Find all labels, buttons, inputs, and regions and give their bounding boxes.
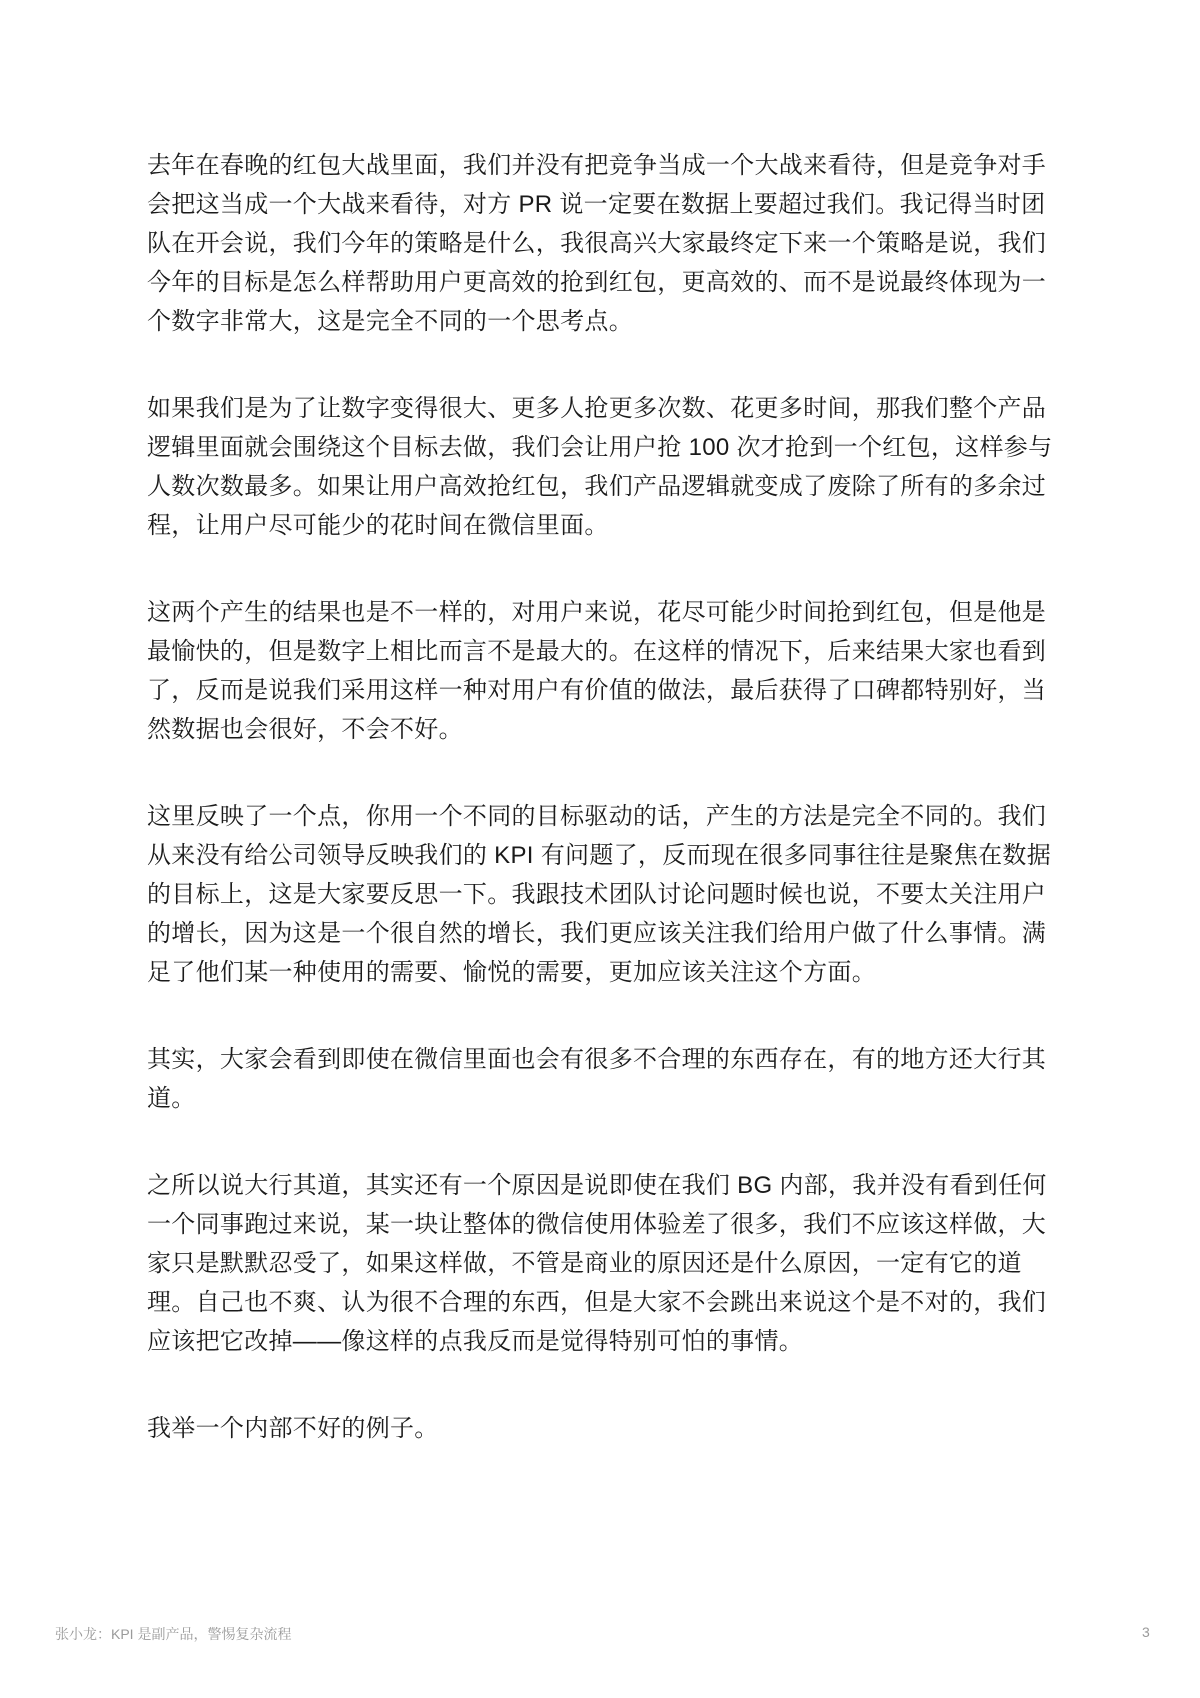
paragraph <box>147 797 1067 992</box>
text-line: 今年的目标是怎么样帮助用户更高效的抢到红包，更高效的、而不是说最终体现为一 <box>147 269 1047 296</box>
text-line: 其实，大家会看到即使在微信里面也会有很多不合理的东西存在，有的地方还大行其 <box>147 1046 1047 1073</box>
text-line: 我举一个内部不好的例子。 <box>147 1415 439 1442</box>
paragraph <box>147 1040 1067 1118</box>
paragraph <box>147 593 1067 749</box>
text-line: 队在开会说，我们今年的策略是什么，我很高兴大家最终定下来一个策略是说，我们 <box>147 230 1047 257</box>
text-line: 应该把它改掉——像这样的点我反而是觉得特别可怕的事情。 <box>147 1328 804 1355</box>
text-line: 从来没有给公司领导反映我们的 KPI 有问题了，反而现在很多同事往往是聚焦在数据 <box>147 842 1052 869</box>
document-body <box>147 146 1067 1496</box>
text-line: 如果我们是为了让数字变得很大、更多人抢更多次数、花更多时间，那我们整个产品 <box>147 395 1047 422</box>
text-line: 最愉快的，但是数字上相比而言不是最大的。在这样的情况下，后来结果大家也看到 <box>147 638 1047 665</box>
text-line: 足了他们某一种使用的需要、愉悦的需要，更加应该关注这个方面。 <box>147 959 876 986</box>
text-line: 的增长，因为这是一个很自然的增长，我们更应该关注我们给用户做了什么事情。满 <box>147 920 1047 947</box>
text-line: 去年在春晚的红包大战里面，我们并没有把竞争当成一个大战来看待，但是竞争对手 <box>147 152 1047 179</box>
text-line: 之所以说大行其道，其实还有一个原因是说即使在我们 BG 内部，我并没有看到任何 <box>147 1172 1047 1199</box>
text-line: 程，让用户尽可能少的花时间在微信里面。 <box>147 512 609 539</box>
text-line: 逻辑里面就会围绕这个目标去做，我们会让用户抢 100 次才抢到一个红包，这样参与 <box>147 434 1053 461</box>
text-line: 一个同事跑过来说，某一块让整体的微信使用体验差了很多，我们不应该这样做，大 <box>147 1211 1047 1238</box>
text-line: 的目标上，这是大家要反思一下。我跟技术团队讨论问题时候也说，不要太关注用户 <box>147 881 1047 908</box>
footer-document-title: 张小龙：KPI 是副产品，警惕复杂流程 <box>55 1626 292 1642</box>
text-line: 这里反映了一个点，你用一个不同的目标驱动的话，产生的方法是完全不同的。我们 <box>147 803 1047 830</box>
paragraph <box>147 389 1067 545</box>
text-line: 了，反而是说我们采用这样一种对用户有价值的做法，最后获得了口碑都特别好，当 <box>147 677 1047 704</box>
text-line: 这两个产生的结果也是不一样的，对用户来说，花尽可能少时间抢到红包，但是他是 <box>147 599 1047 626</box>
text-line: 家只是默默忍受了，如果这样做，不管是商业的原因还是什么原因，一定有它的道 <box>147 1250 1022 1277</box>
page-number: 3 <box>1142 1624 1150 1640</box>
paragraph <box>147 1166 1067 1361</box>
text-line: 个数字非常大，这是完全不同的一个思考点。 <box>147 308 633 335</box>
text-line: 然数据也会很好，不会不好。 <box>147 716 463 743</box>
text-line: 道。 <box>147 1085 196 1112</box>
text-line: 人数次数最多。如果让用户高效抢红包，我们产品逻辑就变成了废除了所有的多余过 <box>147 473 1047 500</box>
text-line: 理。自己也不爽、认为很不合理的东西，但是大家不会跳出来说这个是不对的，我们 <box>147 1289 1047 1316</box>
paragraph <box>147 146 1067 341</box>
text-line: 会把这当成一个大战来看待，对方 PR 说一定要在数据上要超过我们。我记得当时团 <box>147 191 1046 218</box>
paragraph <box>147 1409 1067 1448</box>
